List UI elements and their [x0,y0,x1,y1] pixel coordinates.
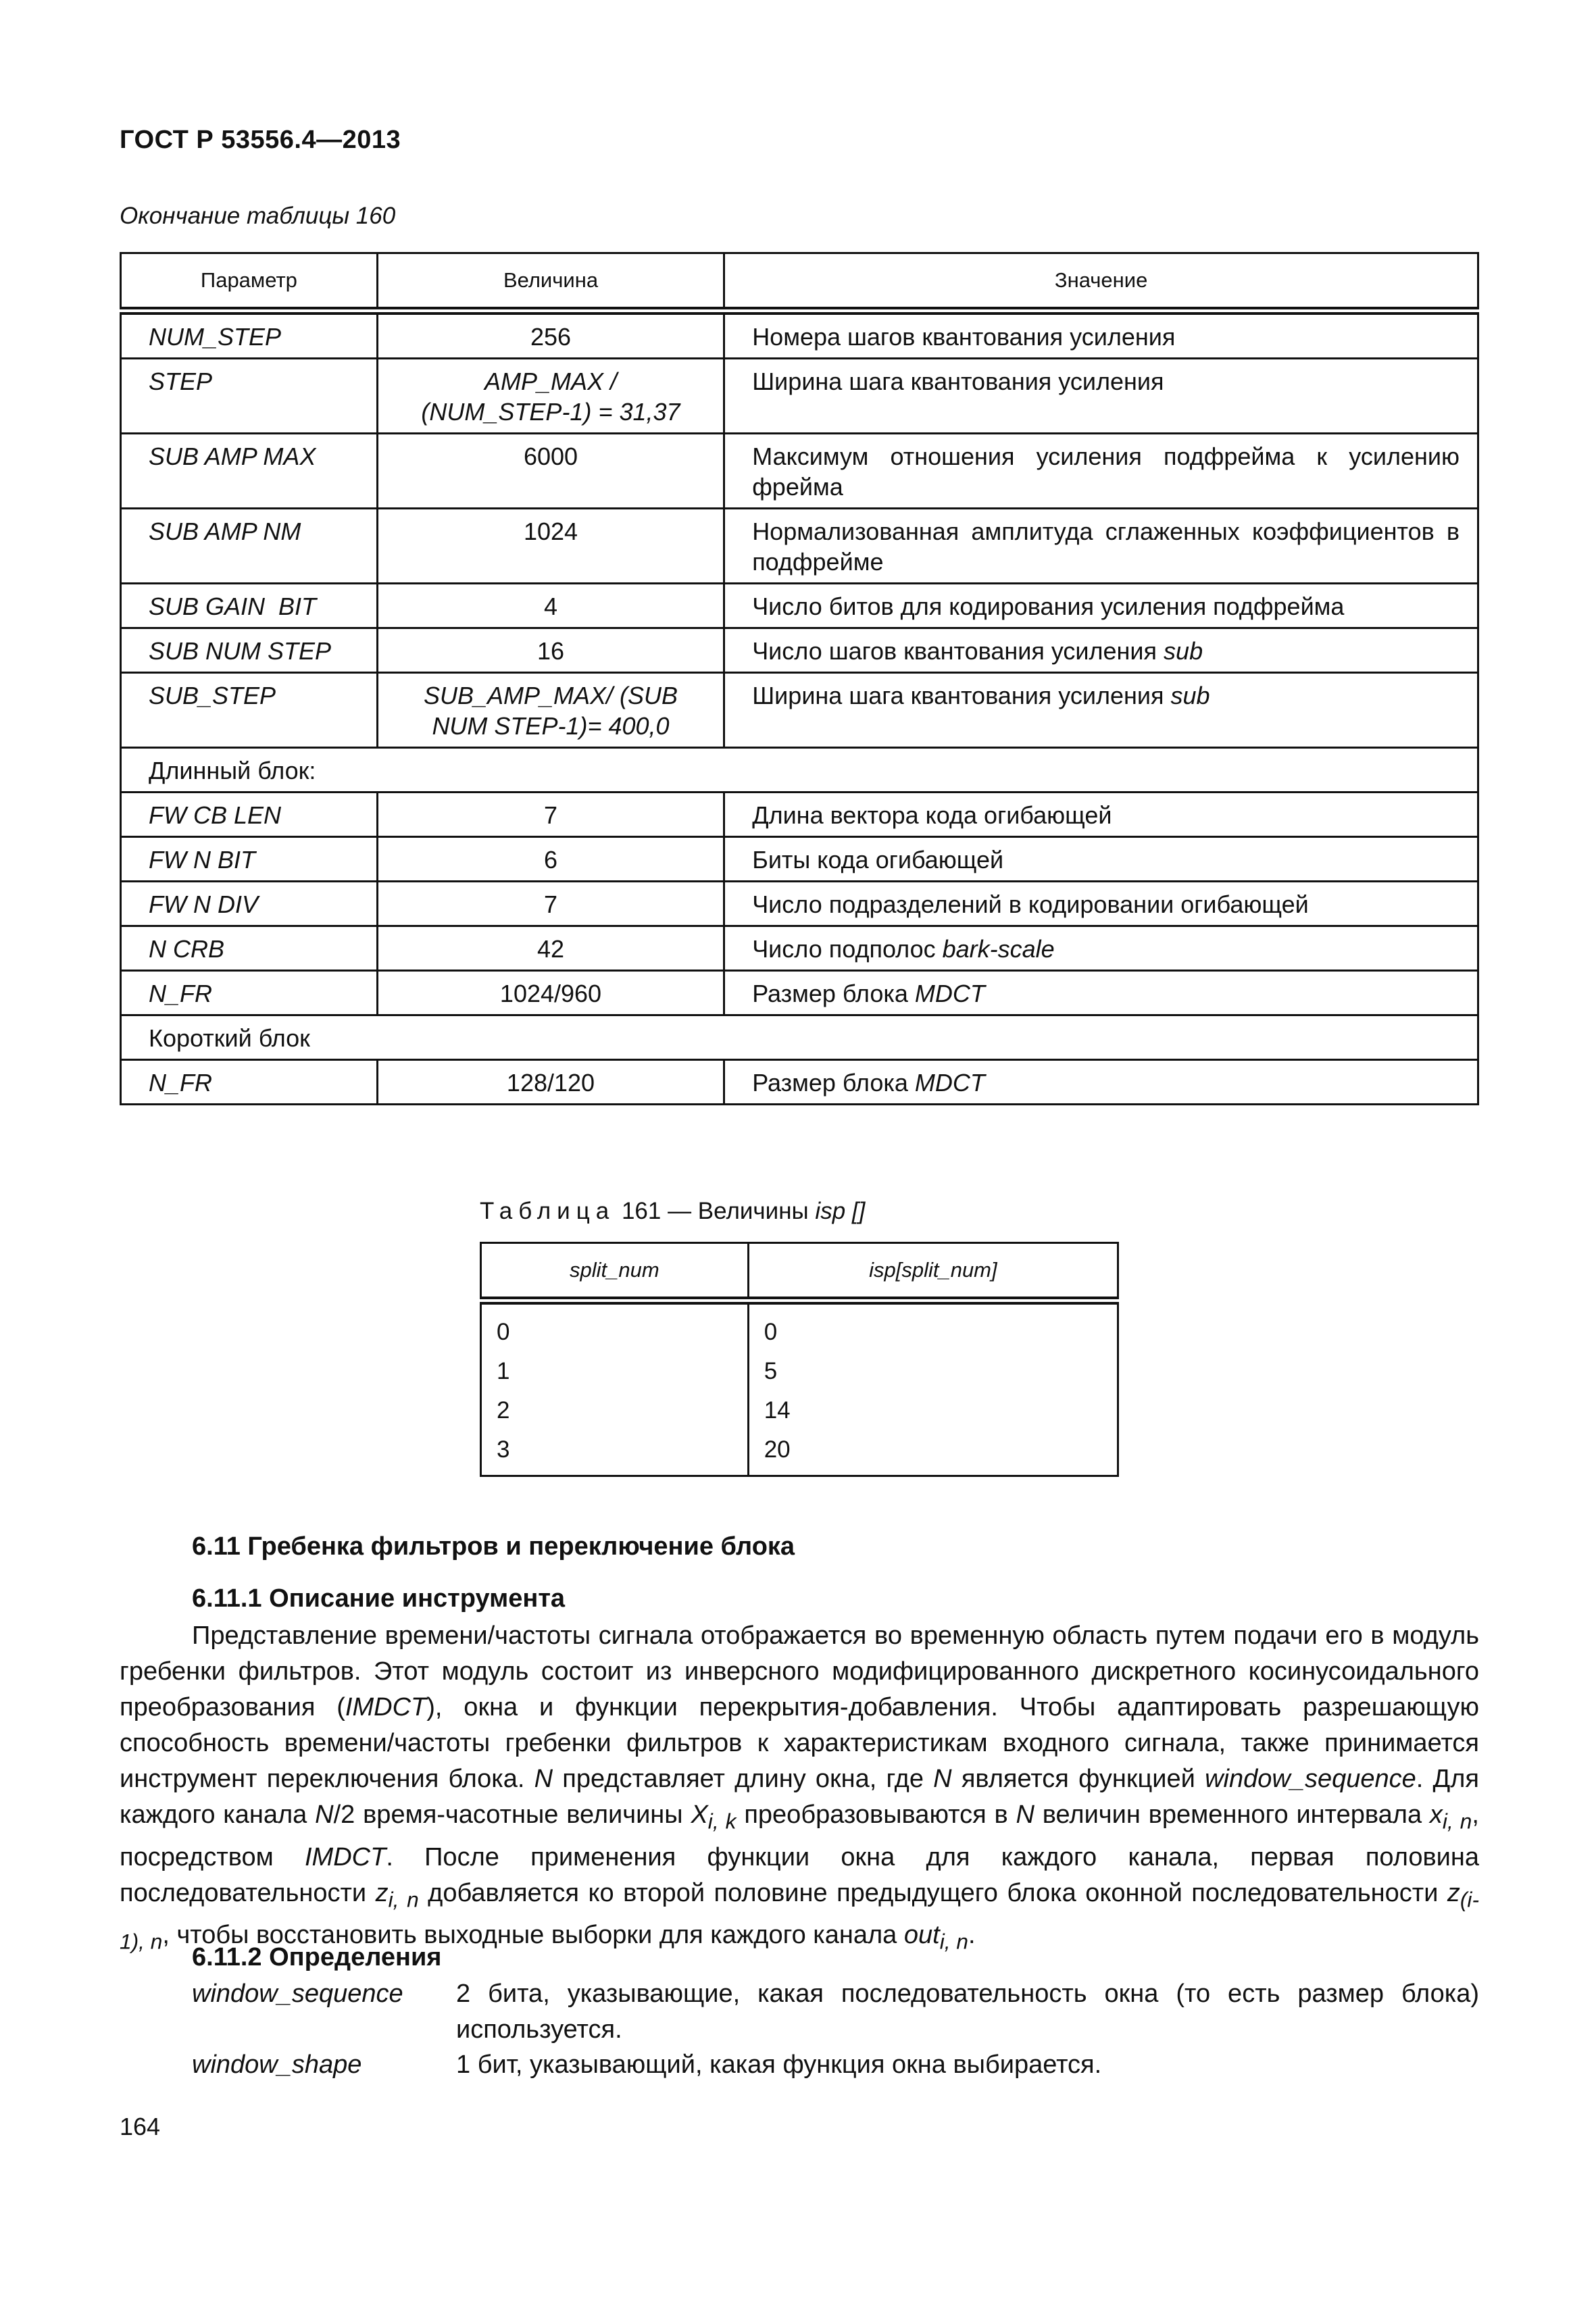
value-cell: 7 [377,793,724,837]
table-160 [120,252,1479,1105]
para-text: /2 время-часотные величины [333,1801,691,1829]
para-italic: N [315,1801,334,1829]
section-heading-6-11-1: 6.11.1 Описание инструмента [192,1584,566,1613]
definition-term: window_shape [192,2051,362,2079]
para-text: является функцией [951,1765,1205,1793]
table-row [481,1352,1118,1391]
para-subscript: i, k [707,1809,737,1834]
isp-cell: 0 [748,1301,1118,1352]
param-cell: FW N BIT [121,837,378,882]
meaning-cell [724,1060,1478,1105]
value-cell: 6000 [377,434,724,509]
para-italic: X [691,1801,708,1829]
meaning-text: Размер блока [752,1069,915,1097]
split-num-cell: 2 [481,1391,749,1430]
value-cell [377,359,724,434]
meaning-italic: bark-scale [942,935,1055,963]
definition-term: window_sequence [192,1980,403,2008]
meaning-cell [724,628,1478,673]
param-cell: FW CB LEN [121,793,378,837]
document-id-header: ГОСТ Р 53556.4—2013 [120,126,401,154]
definition-text: 2 бита, указывающие, какая последовательность окна (то есть размер блока) используется. [456,1980,1479,2044]
table-row [121,584,1478,628]
table-161-caption [480,1198,865,1225]
value-cell: 6 [377,837,724,882]
meaning-cell: Число битов для кодирования усиления подфрейма [724,584,1478,628]
param-cell: N_FR [121,1060,378,1105]
para-italic: N [933,1765,952,1793]
para-subscript: i, n [388,1887,419,1912]
page-number: 164 [120,2113,161,2140]
caption-word: Таблица [480,1198,616,1224]
param-cell: NUM_STEP [121,311,378,359]
split-num-cell: 1 [481,1352,749,1391]
section-label-short-block: Короткий блок [121,1015,1478,1060]
table-161-header-row [481,1243,1118,1301]
meaning-italic: MDCT [914,980,985,1007]
column-header-parameter: Параметр [121,253,378,311]
param-cell: SUB_STEP [121,673,378,748]
para-text: добавляется ко второй половине предыдущего блока оконной последовательности [418,1878,1447,1907]
para-text: . После применения функции окна для каждого канала, первая половина последовательности [120,1842,1479,1907]
meaning-text: Число шагов квантования усиления [752,637,1164,665]
para-text: Представление времени/частоты сигнала отображается во временную область путем подачи его в модуль гребенки фильтров. Этот модуль состоит из инверсного модифицированного дискретного косинусоидального преобразования ( [120,1621,1479,1721]
para-italic: z [1447,1878,1460,1907]
para-italic: out [903,1921,940,1950]
table-row [121,509,1478,584]
value-cell: 1024/960 [377,971,724,1015]
split-num-cell: 0 [481,1301,749,1352]
meaning-cell: Биты кода огибающей [724,837,1478,882]
table-row [121,971,1478,1015]
para-text: , чтобы восстановить выходные выборки для каждого канала [162,1921,904,1950]
meaning-cell: Ширина шага квантования усиления [724,359,1478,434]
column-header-value: Величина [377,253,724,311]
para-text: ), окна и функции перекрытия-добавления. Чтобы адаптировать разрешающую способность времени/частоты гребенки фильтров к характеристикам входного сигнала, также принимается инструмент переключения блока. [120,1693,1480,1793]
para-italic: IMDCT [345,1693,427,1721]
meaning-cell: Нормализованная амплитуда сглаженных коэффициентов в подфрейме [724,509,1478,584]
para-text: . [968,1921,976,1950]
table-row [121,926,1478,971]
value-cell: 256 [377,311,724,359]
meaning-italic: MDCT [914,1069,985,1097]
param-cell: SUB AMP MAX [121,434,378,509]
value-cell: 1024 [377,509,724,584]
value-line: NUM STEP-1)= 400,0 [432,712,670,740]
meaning-text: Число подполос [752,935,943,963]
table-row [121,359,1478,434]
meaning-cell: Длина вектора кода огибающей [724,793,1478,837]
para-italic: N [534,1765,553,1793]
section-heading-6-11: 6.11 Гребенка фильтров и переключение блока [192,1532,795,1561]
meaning-cell [724,971,1478,1015]
table-row [121,628,1478,673]
section-heading-6-11-2: 6.11.2 Определения [192,1943,442,1971]
para-text: . Для каждого канала [120,1765,1479,1829]
value-line: SUB_AMP_MAX/ (SUB [423,682,678,709]
para-text: представляет длину окна, где [553,1765,934,1793]
column-header-isp: isp[split_num] [748,1243,1118,1301]
value-cell: 4 [377,584,724,628]
column-header-meaning: Значение [724,253,1478,311]
value-cell: 42 [377,926,724,971]
caption-italic: isp [] [815,1198,866,1224]
meaning-cell [724,926,1478,971]
table-section-row [121,748,1478,793]
isp-cell: 20 [748,1430,1118,1476]
isp-cell: 14 [748,1391,1118,1430]
param-cell: N CRB [121,926,378,971]
para-italic: N [1016,1801,1034,1829]
section-label-long-block: Длинный блок: [121,748,1478,793]
para-subscript: (i-1), n [120,1887,1479,1954]
para-text: величин временного интервала [1034,1801,1430,1829]
meaning-cell: Число подразделений в кодировании огибающей [724,882,1478,926]
para-italic: IMDCT [305,1842,386,1871]
table-160-header-row [121,253,1478,311]
table-row [121,882,1478,926]
value-cell [377,673,724,748]
para-italic: x [1429,1801,1443,1829]
meaning-text: Ширина шага квантования усиления [752,682,1171,709]
table-row [121,793,1478,837]
definition-text: 1 бит, указывающий, какая функция окна выбирается. [456,2051,1102,2079]
para-text: преобразовываются в [736,1801,1016,1829]
param-cell: STEP [121,359,378,434]
table-row [121,434,1478,509]
table-row [121,837,1478,882]
para-subscript: i, n [939,1929,968,1954]
isp-cell: 5 [748,1352,1118,1391]
column-header-split-num: split_num [481,1243,749,1301]
param-cell: FW N DIV [121,882,378,926]
value-cell: 128/120 [377,1060,724,1105]
table-continuation-caption: Окончание таблицы 160 [120,203,396,229]
table-section-row [121,1015,1478,1060]
meaning-italic: sub [1164,637,1203,665]
para-text: , посредством [120,1801,1479,1871]
param-cell: SUB GAIN BIT [121,584,378,628]
table-row [481,1391,1118,1430]
body-paragraph [120,1618,1479,1960]
table-row [121,311,1478,359]
table-row [481,1430,1118,1476]
table-161 [480,1242,1119,1477]
value-cell: 7 [377,882,724,926]
caption-text: 161 — Величины [615,1198,816,1224]
para-italic: z [375,1878,389,1907]
meaning-cell: Максимум отношения усиления подфрейма к усилению фрейма [724,434,1478,509]
value-line: (NUM_STEP-1) = 31,37 [421,398,680,426]
table-row [121,673,1478,748]
para-subscript: i, n [1442,1809,1472,1834]
table-row [121,1060,1478,1105]
split-num-cell: 3 [481,1430,749,1476]
value-line: AMP_MAX / [484,368,618,395]
meaning-text: Размер блока [752,980,915,1007]
param-cell: SUB NUM STEP [121,628,378,673]
meaning-cell: Номера шагов квантования усиления [724,311,1478,359]
meaning-italic: sub [1170,682,1210,709]
param-cell: SUB AMP NM [121,509,378,584]
param-cell: N_FR [121,971,378,1015]
para-italic: window_sequence [1205,1765,1416,1793]
table-row [481,1301,1118,1352]
meaning-cell [724,673,1478,748]
value-cell: 16 [377,628,724,673]
